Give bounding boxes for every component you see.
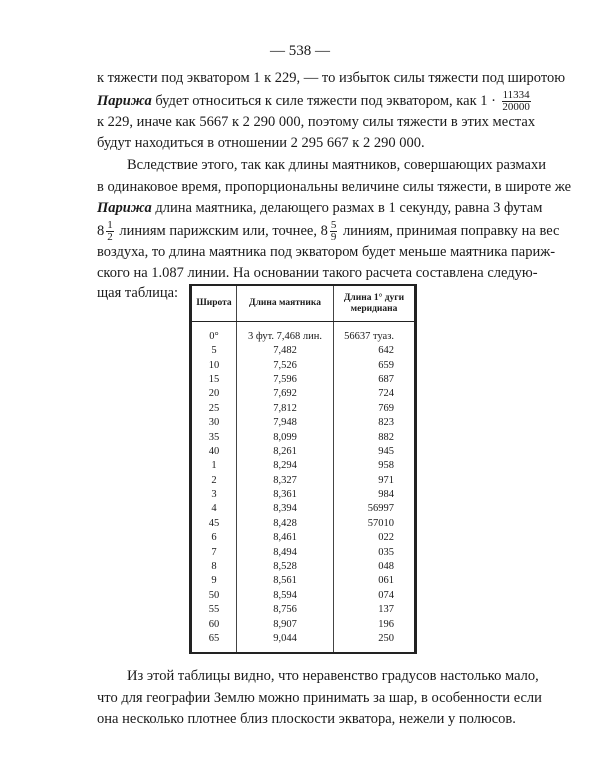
table-row — [191, 632, 416, 646]
latitude-cell: 6 — [191, 531, 237, 545]
pendulum-length-cell: 8,428 — [237, 517, 334, 531]
latitude-cell: 50 — [191, 589, 237, 603]
fraction — [502, 90, 531, 113]
table-row — [191, 459, 416, 473]
text-line: к тяжести под экватором 1 к 229, — то избыток силы тяжести под широтою — [97, 70, 566, 86]
meridian-degree-cell: 945 — [378, 445, 394, 457]
latitude-cell: 60 — [191, 617, 237, 631]
table-row — [191, 373, 416, 387]
latitude-cell: 4 — [191, 502, 237, 516]
meridian-degree-cell: 724 — [378, 388, 394, 400]
latitude-cell: 40 — [191, 445, 237, 459]
page-number: — 538 — — [270, 43, 330, 59]
text-line: что для географии Землю можно принимать за шар, в особенности если — [97, 690, 542, 706]
latitude-cell: 0° — [191, 322, 237, 345]
table-row — [191, 358, 416, 372]
spacer-cell — [334, 646, 416, 653]
meridian-degree-cell: 57010 — [367, 517, 394, 529]
latitude-cell: 5 — [191, 344, 237, 358]
pendulum-length-cell: 8,561 — [237, 574, 334, 588]
latitude-cell: 3 — [191, 488, 237, 502]
pendulum-length-cell: 3 фут. 7,468 лин. — [237, 322, 334, 345]
text-line: воздуха, то длина маятника под экватором будет меньше маятника париж- — [97, 244, 556, 260]
denominator: 9 — [330, 231, 337, 243]
meridian-degree-cell: 687 — [378, 373, 394, 385]
latitude-cell: 35 — [191, 430, 237, 444]
column-header: Длина маятника — [237, 285, 334, 322]
table-row — [191, 488, 416, 502]
table-row — [191, 430, 416, 444]
pendulum-length-cell: 8,294 — [237, 459, 334, 473]
table-row — [191, 531, 416, 545]
latitude-cell: 65 — [191, 632, 237, 646]
meridian-degree-cell: 196 — [378, 618, 394, 630]
meridian-degree-cell: 035 — [378, 546, 394, 558]
pendulum-length-cell: 8,907 — [237, 617, 334, 631]
meridian-degree-cell: 022 — [378, 532, 394, 544]
pendulum-length-cell: 8,594 — [237, 589, 334, 603]
text-span: будет относиться к силе тяжести под экватором, как 1 · — [155, 92, 496, 109]
table-row — [191, 589, 416, 603]
denominator: 20000 — [502, 101, 530, 113]
meridian-degree-cell: 882 — [378, 431, 394, 443]
table-row — [191, 322, 416, 345]
meridian-degree-cell: 659 — [378, 359, 394, 371]
pendulum-length-cell: 7,526 — [237, 358, 334, 372]
numerator: 11334 — [502, 89, 530, 101]
latitude-cell: 9 — [191, 574, 237, 588]
text-line: к 229, иначе как 5667 к 2 290 000, поэтому силы тяжести в этих местах — [97, 114, 536, 130]
latitude-cell: 55 — [191, 603, 237, 617]
column-header: Длина 1° дуги меридиана — [334, 285, 416, 322]
table-row — [191, 560, 416, 574]
text-line: Из этой таблицы видно, что неравенство градусов настолько мало, — [127, 668, 539, 684]
table-header-row — [191, 285, 416, 322]
latitude-cell: 2 — [191, 474, 237, 488]
text-line: в одинаковое время, пропорциональны величине силы тяжести, в широте же — [97, 179, 572, 195]
fraction — [330, 220, 338, 243]
meridian-degree-cell: 769 — [378, 402, 394, 414]
pendulum-length-cell: 7,812 — [237, 402, 334, 416]
latitude-cell: 15 — [191, 373, 237, 387]
table-row — [191, 517, 416, 531]
numerator: 5 — [330, 219, 337, 231]
table-row — [191, 474, 416, 488]
number: 8 — [320, 222, 328, 239]
column-header: Широта — [191, 285, 237, 322]
meridian-degree-cell: 984 — [378, 489, 394, 501]
italic-word: Парижа — [97, 200, 152, 216]
pendulum-length-cell: 7,482 — [237, 344, 334, 358]
fraction — [106, 220, 114, 243]
text-span: линиям парижским или, точнее, — [119, 222, 317, 239]
meridian-degree-cell: 074 — [378, 589, 394, 601]
pendulum-length-cell: 8,099 — [237, 430, 334, 444]
latitude-cell: 8 — [191, 560, 237, 574]
meridian-degree-cell: 971 — [378, 474, 394, 486]
text-line — [97, 89, 530, 113]
table-row — [191, 402, 416, 416]
spacer-cell — [237, 646, 334, 653]
latitude-cell: 7 — [191, 545, 237, 559]
table-spacer — [191, 646, 416, 653]
table-row — [191, 574, 416, 588]
meridian-degree-cell: 642 — [378, 345, 394, 357]
table-row — [191, 502, 416, 516]
italic-word: Парижа — [97, 92, 152, 109]
table-row — [191, 344, 416, 358]
latitude-cell: 10 — [191, 358, 237, 372]
table-row — [191, 445, 416, 459]
text-span: линиям, принимая поправку на вес — [342, 222, 560, 239]
meridian-degree-cell: 823 — [378, 417, 394, 429]
meridian-degree-cell: 061 — [378, 575, 394, 587]
meridian-degree-cell: 137 — [378, 604, 394, 616]
text-line: будут находиться в отношении 2 295 667 к 2 290 000. — [97, 135, 425, 151]
meridian-degree-cell: 56997 — [367, 503, 394, 515]
number: 8 — [97, 222, 105, 239]
pendulum-length-cell: 7,596 — [237, 373, 334, 387]
denominator: 2 — [107, 231, 113, 243]
text-line — [97, 198, 543, 218]
pendulum-length-cell: 7,948 — [237, 416, 334, 430]
latitude-cell: 20 — [191, 387, 237, 401]
meridian-degree-cell: 958 — [378, 460, 394, 472]
pendulum-length-cell: 7,692 — [237, 387, 334, 401]
text-line — [97, 219, 560, 243]
pendulum-table — [189, 284, 417, 654]
numerator: 1 — [107, 219, 113, 231]
table-row — [191, 387, 416, 401]
latitude-cell: 45 — [191, 517, 237, 531]
pendulum-length-cell: 8,528 — [237, 560, 334, 574]
text-line: щая таблица: — [97, 285, 179, 301]
table-row — [191, 416, 416, 430]
pendulum-length-cell: 8,361 — [237, 488, 334, 502]
pendulum-length-cell: 8,327 — [237, 474, 334, 488]
pendulum-length-cell: 8,494 — [237, 545, 334, 559]
text-line: ского на 1.087 линии. На основании такого расчета составлена следую- — [97, 265, 538, 281]
pendulum-length-cell: 8,756 — [237, 603, 334, 617]
table-row — [191, 617, 416, 631]
table-row — [191, 603, 416, 617]
latitude-cell: 25 — [191, 402, 237, 416]
spacer-cell — [191, 646, 237, 653]
latitude-cell: 1 — [191, 459, 237, 473]
meridian-degree-cell: 250 — [378, 633, 394, 644]
pendulum-length-cell: 8,261 — [237, 445, 334, 459]
text-line: Вследствие этого, так как длины маятников, совершающих размахи — [127, 157, 546, 173]
pendulum-length-cell: 9,044 — [237, 632, 334, 646]
meridian-degree-cell: 048 — [378, 561, 394, 573]
text-span: длина маятника, делающего размах в 1 секунду, равна 3 футам — [155, 200, 543, 216]
pendulum-length-cell: 8,461 — [237, 531, 334, 545]
pendulum-length-cell: 8,394 — [237, 502, 334, 516]
latitude-cell: 30 — [191, 416, 237, 430]
text-line: она несколько плотнее близ плоскости экватора, нежели у полюсов. — [97, 711, 516, 727]
table-row — [191, 545, 416, 559]
meridian-degree-cell: 56637 туаз. — [344, 331, 394, 342]
